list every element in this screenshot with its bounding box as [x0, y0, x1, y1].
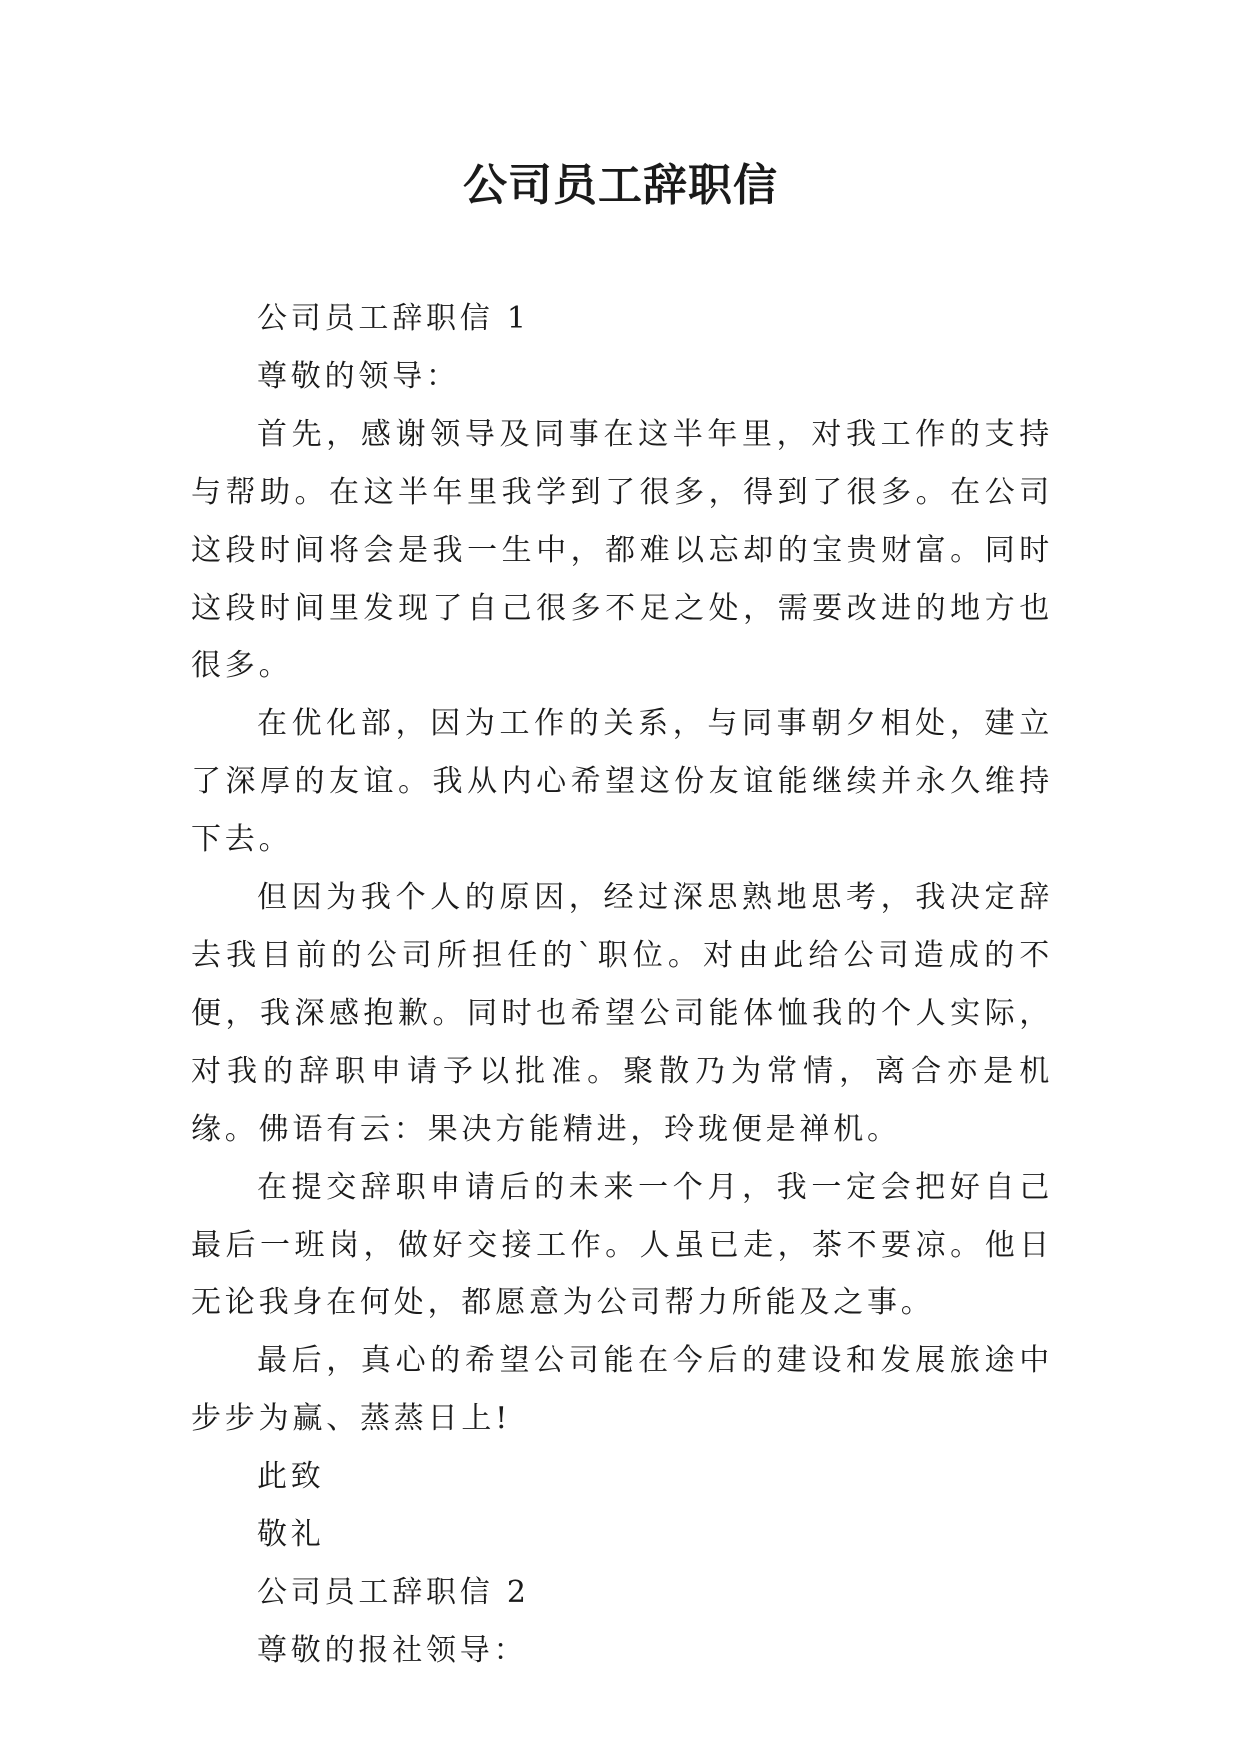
body-paragraph: 在优化部，因为工作的关系，与同事朝夕相处，建立了深厚的友谊。我从内心希望这份友谊能继续并永久维持下去。	[191, 706, 1053, 858]
body-paragraph: 但因为我个人的原因，经过深思熟地思考，我决定辞去我目前的公司所担任的`职位。对由此给公司造成的不便，我深感抱歉。同时也希望公司能体恤我的个人实际，对我的辞职申请予以批准。聚散乃为常情，离合亦是机缘。佛语有云：果决方能精进，玲珑便是禅机。	[191, 880, 1053, 1147]
body-paragraph: 在提交辞职申请后的未来一个月，我一定会把好自己最后一班岗，做好交接工作。人虽已走，茶不要凉。他日无论我身在何处，都愿意为公司帮力所能及之事。	[191, 1169, 1053, 1321]
subheading-letter-2: 公司员工辞职信 2	[257, 1574, 530, 1610]
closing-line: 此致	[257, 1459, 325, 1495]
subheading-letter-1: 公司员工辞职信 1	[257, 301, 530, 336]
document-title: 公司员工辞职信	[463, 160, 778, 211]
body-paragraph: 最后，真心的希望公司能在今后的建设和发展旅途中步步为赢、蒸蒸日上!	[191, 1343, 1053, 1437]
salutation: 尊敬的报社领导：	[257, 1632, 528, 1668]
salutation: 尊敬的领导：	[257, 358, 460, 394]
document-body	[191, 290, 1053, 1680]
body-paragraph: 首先，感谢领导及同事在这半年里，对我工作的支持与帮助。在这半年里我学到了很多，得到了很多。在公司这段时间将会是我一生中，都难以忘却的宝贵财富。同时这段时间里发现了自己很多不足之处，需要改进的地方也很多。	[191, 416, 1053, 684]
closing-line: 敬礼	[257, 1517, 325, 1553]
